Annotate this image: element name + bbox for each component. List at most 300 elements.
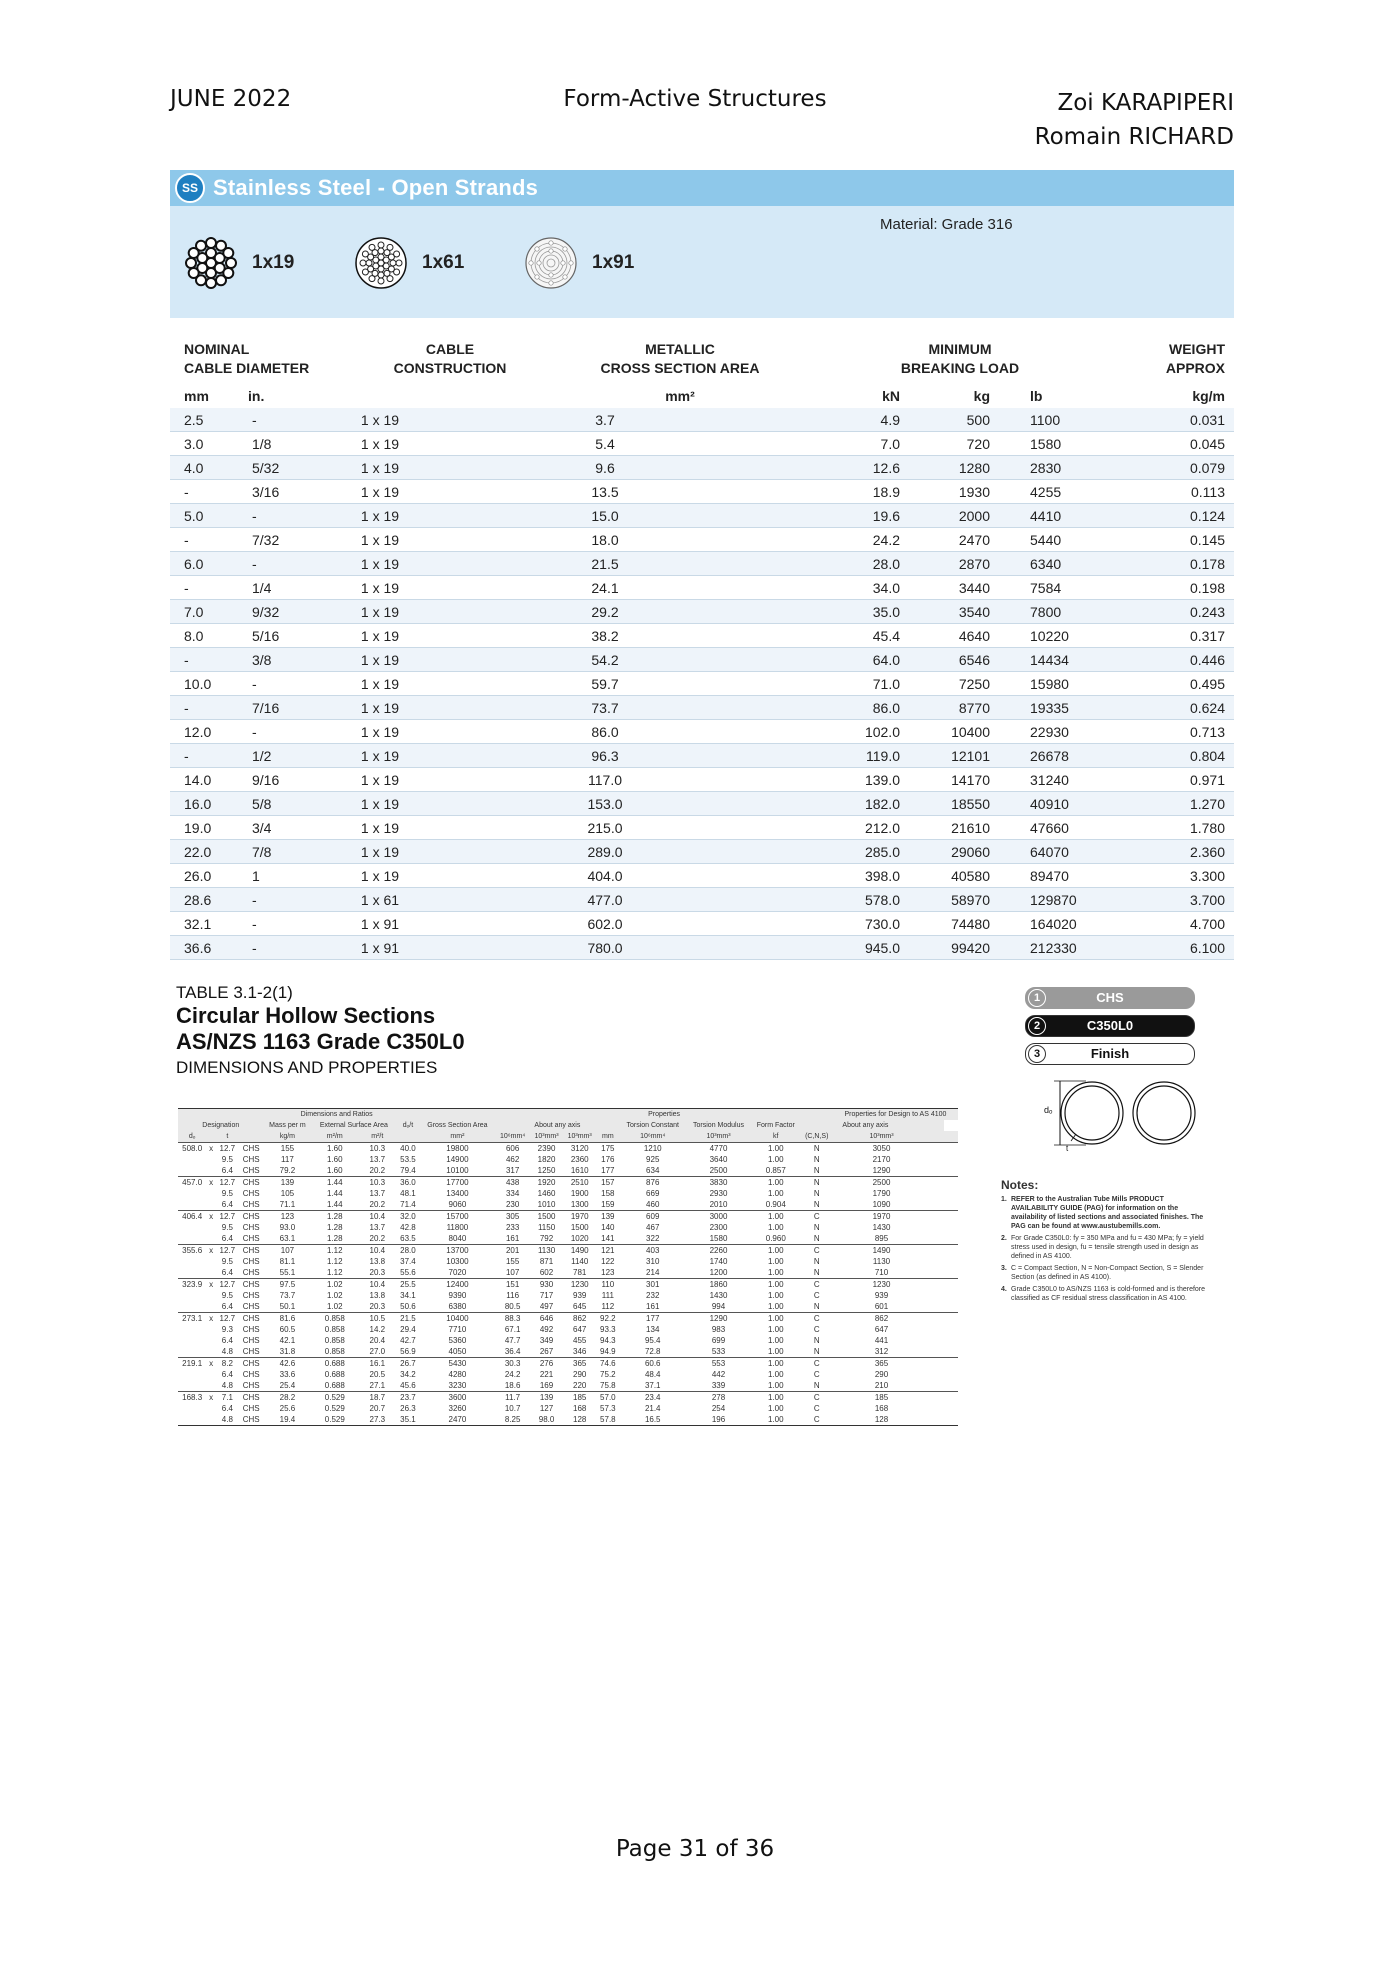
pill-grade-number: 2 — [1028, 1017, 1046, 1035]
ss-cell-mm: 5.0 — [170, 504, 230, 528]
chs-table-row — [178, 1222, 958, 1233]
chs-cell-z: 267 — [539, 1347, 554, 1356]
ss-cell-kg: 4640 — [910, 624, 1010, 648]
chs-unit-s2: m²/t — [358, 1131, 396, 1143]
chs-cell-m: 63.1 — [279, 1234, 296, 1243]
chs-cell-i: 334 — [505, 1189, 520, 1198]
chs-cell-ze: 290 — [874, 1370, 889, 1379]
ss-cell-area: 5.4 — [450, 432, 760, 456]
ss-cell-w: 0.198 — [1110, 576, 1234, 600]
chs-cell-m: 73.7 — [279, 1291, 296, 1300]
ss-cell-kn: 34.0 — [760, 576, 910, 600]
chs-cell-e2: 14.2 — [369, 1325, 386, 1334]
chs-cell-e1: 0.529 — [311, 1392, 358, 1404]
chs-cell-i: 10.7 — [504, 1404, 521, 1413]
chs-group-design: Properties for Design to AS 4100 — [833, 1109, 958, 1121]
chs-cell-spacer — [930, 1199, 944, 1211]
chs-cell-c: 1580 — [709, 1234, 728, 1243]
chs-cell-kf: 1.00 — [767, 1381, 784, 1390]
col-weight-l2: APPROX — [1165, 360, 1225, 376]
chs-cell-spacer — [930, 1233, 944, 1245]
strand-1x61-icon — [354, 236, 408, 290]
chs-cell-s: CHS — [239, 1245, 264, 1257]
chs-cell-x — [206, 1335, 215, 1346]
ss-cell-mm: 19.0 — [170, 816, 230, 840]
ss-cell-cons: 1 x 91 — [310, 936, 450, 960]
col-diameter-l1: NOMINAL — [184, 341, 250, 357]
chs-cell-spacer — [944, 1233, 958, 1245]
chs-cell-sm: 1300 — [570, 1200, 589, 1209]
chs-cell-spacer — [944, 1358, 958, 1370]
chs-cell-a: 9060 — [448, 1200, 467, 1209]
chs-cell-spacer — [930, 1392, 944, 1404]
chs-cell-i: 36.4 — [504, 1347, 521, 1356]
chs-cell-x — [206, 1414, 215, 1426]
chs-cell-a: 3230 — [448, 1381, 467, 1390]
chs-cell-x — [206, 1233, 215, 1245]
chs-cell-e1: 1.44 — [326, 1200, 343, 1209]
chs-cell-r: 34.2 — [400, 1370, 416, 1379]
ss-cell-in: 9/32 — [230, 600, 310, 624]
chs-cell-c: 2500 — [709, 1166, 728, 1175]
ss-cell-mm: 16.0 — [170, 792, 230, 816]
chs-cell-c: 2300 — [709, 1223, 728, 1232]
chs-cell-sm: 1490 — [563, 1245, 596, 1257]
ss-cell-area: 59.7 — [450, 672, 760, 696]
chs-head-surface: External Surface Area — [311, 1120, 396, 1131]
note-3 — [1001, 1264, 1211, 1282]
chs-cell-a: 13700 — [419, 1245, 495, 1257]
chs-cell-spacer — [930, 1290, 944, 1301]
note-1-text: REFER to the Australian Tube Mills PRODUCT AVAILABILITY GUIDE (PAG) for information on the availability of listed sections and associated finishes. The PAG can be found at www.austubemills.com. — [1011, 1196, 1204, 1230]
chs-cell-s: CHS — [242, 1370, 260, 1379]
ss-cell-kn: 45.4 — [760, 624, 910, 648]
chs-cell-t: 12.7 — [216, 1177, 239, 1189]
chs-cell-a: 4280 — [448, 1370, 467, 1379]
chs-cell-spacer — [944, 1279, 958, 1291]
chs-cell-d — [178, 1256, 206, 1267]
chs-cell-spacer — [944, 1177, 958, 1189]
ss-cell-cons: 1 x 19 — [310, 552, 450, 576]
ss-cell-lb: 6340 — [1010, 552, 1110, 576]
chs-cell-kf: 1.00 — [751, 1279, 801, 1291]
chs-table-row — [178, 1279, 958, 1291]
ss-badge-icon: SS — [175, 173, 205, 203]
chs-cell-z: 497 — [539, 1302, 554, 1311]
chs-cell-z: 930 — [530, 1279, 563, 1291]
header-authors — [1035, 86, 1234, 154]
chs-cell-i: 201 — [495, 1245, 530, 1257]
chs-cell-z: 1010 — [537, 1200, 556, 1209]
chs-unit-z: 10³mm³ — [530, 1131, 563, 1143]
ss-cell-kg: 1280 — [910, 456, 1010, 480]
chs-cell-spacer — [944, 1290, 958, 1301]
pill-grade — [1025, 1015, 1195, 1037]
chs-cell-m: 31.8 — [279, 1347, 296, 1356]
chs-cell-kf: 1.00 — [751, 1313, 801, 1325]
chs-table-number: TABLE 3.1-2(1) — [176, 983, 293, 1002]
chs-cell-e2: 27.1 — [369, 1381, 386, 1390]
chs-cell-z: 221 — [539, 1370, 554, 1379]
ss-table-row — [170, 744, 1234, 768]
ss-cell-in: 7/8 — [230, 840, 310, 864]
chs-cell-e2: 20.4 — [369, 1336, 386, 1345]
chs-cell-e2: 13.7 — [369, 1155, 386, 1164]
ss-cell-w: 0.971 — [1110, 768, 1234, 792]
chs-cell-kf: 1.00 — [751, 1245, 801, 1257]
ss-cell-kn: 578.0 — [760, 888, 910, 912]
chs-cell-a: 13400 — [446, 1189, 469, 1198]
chs-cell-x: x — [206, 1313, 215, 1325]
chs-cell-i: 8.25 — [495, 1414, 530, 1426]
chs-cell-z: 1130 — [530, 1245, 563, 1257]
chs-cell-kf: 0.904 — [765, 1200, 786, 1209]
chs-cell-kf: 1.00 — [751, 1358, 801, 1370]
chs-cell-s: CHS — [242, 1347, 260, 1356]
chs-cell-t: 6.4 — [221, 1166, 233, 1175]
ss-cell-lb: 1100 — [1010, 408, 1110, 432]
chs-table-row — [178, 1199, 958, 1211]
chs-cell-spacer — [944, 1256, 958, 1267]
chs-cell-rr: 110 — [596, 1279, 619, 1291]
chs-head-form-factor: Form Factor — [751, 1120, 801, 1131]
ss-cell-kg: 29060 — [910, 840, 1010, 864]
chs-cell-c: 3000 — [686, 1211, 751, 1223]
diagram-label-do: dₒ — [1044, 1105, 1053, 1115]
ss-cell-mm: 36.6 — [170, 936, 230, 960]
chs-cell-d — [178, 1222, 206, 1233]
chs-cell-c: 4770 — [686, 1143, 751, 1155]
chs-cell-rr: 139 — [596, 1211, 619, 1223]
chs-cell-c: 1860 — [686, 1279, 751, 1291]
ss-cell-kg: 58970 — [910, 888, 1010, 912]
ss-table-row — [170, 936, 1234, 960]
chs-unit-s: 10³mm³ — [563, 1131, 596, 1143]
chs-cell-z: 602 — [539, 1268, 554, 1277]
chs-cell-kf: 1.00 — [767, 1370, 784, 1379]
ss-cell-lb: 40910 — [1010, 792, 1110, 816]
chs-cell-e1: 1.12 — [326, 1268, 343, 1277]
ss-cell-mm: - — [170, 576, 230, 600]
ss-cell-in: - — [230, 672, 310, 696]
chs-cell-z: 139 — [530, 1392, 563, 1404]
strand-1x19-icon — [184, 236, 238, 290]
chs-unit-ze: 10³mm³ — [833, 1131, 930, 1143]
chs-cell-m: 19.4 — [264, 1414, 312, 1426]
ss-cell-mm: 28.6 — [170, 888, 230, 912]
chs-cell-sm: 781 — [573, 1268, 587, 1277]
chs-table-row — [178, 1245, 958, 1257]
chs-cell-sm: 220 — [573, 1381, 587, 1390]
chs-cell-kf: 1.00 — [767, 1291, 784, 1300]
chs-cell-e2: 10.4 — [358, 1279, 396, 1291]
chs-cell-e1: 1.60 — [326, 1155, 343, 1164]
ss-cell-cons: 1 x 19 — [310, 480, 450, 504]
ss-cell-w: 1.270 — [1110, 792, 1234, 816]
ss-cell-w: 2.360 — [1110, 840, 1234, 864]
chs-cell-c: 3830 — [686, 1177, 751, 1189]
chs-cell-rr: 177 — [601, 1166, 615, 1175]
material-grade: Material: Grade 316 — [880, 216, 1013, 233]
chs-cell-i: 438 — [495, 1177, 530, 1189]
chs-cell-cp: C — [813, 1325, 820, 1334]
ss-cell-in: 5/16 — [230, 624, 310, 648]
ss-cell-w: 3.700 — [1110, 888, 1234, 912]
chs-cell-rr: 93.3 — [600, 1325, 616, 1334]
chs-cell-kf: 1.00 — [767, 1155, 784, 1164]
chs-cell-e1: 0.858 — [324, 1347, 345, 1356]
chs-cell-d: 406.4 — [178, 1211, 206, 1223]
chs-cell-cp: N — [813, 1189, 820, 1198]
chs-table-row — [178, 1233, 958, 1245]
ss-cell-lb: 10220 — [1010, 624, 1110, 648]
chs-cell-e2: 10.3 — [358, 1177, 396, 1189]
ss-cell-cons: 1 x 19 — [310, 744, 450, 768]
ss-cell-lb: 1580 — [1010, 432, 1110, 456]
chs-head-area: Gross Section Area — [419, 1120, 495, 1131]
chs-cell-x — [206, 1290, 215, 1301]
chs-cell-rr: 121 — [596, 1245, 619, 1257]
chs-cell-x — [206, 1324, 215, 1335]
chs-cell-s: CHS — [242, 1189, 260, 1198]
ss-table-row — [170, 600, 1234, 624]
chs-cell-t: 9.3 — [221, 1325, 233, 1334]
ss-table-row — [170, 720, 1234, 744]
chs-cell-ze: 168 — [874, 1404, 889, 1413]
chs-cell-t: 9.5 — [221, 1155, 233, 1164]
chs-cell-kf: 1.00 — [767, 1223, 784, 1232]
note-4-text: Grade C350L0 to AS/NZS 1163 is cold-formed and is therefore classified as CF residual stress classification in AS 4100. — [1011, 1286, 1206, 1302]
chs-cell-ze: 210 — [874, 1381, 889, 1390]
pill-finish — [1025, 1043, 1195, 1065]
ss-cell-kn: 12.6 — [760, 456, 910, 480]
notes-title: Notes: — [1001, 1178, 1039, 1192]
note-3-text: C = Compact Section, N = Non-Compact Section, S = Slender Section (as defined in AS 4100). — [1011, 1265, 1204, 1281]
chs-cell-j: 16.5 — [619, 1414, 686, 1426]
chs-cell-ze: 895 — [874, 1234, 889, 1243]
chs-cell-kf: 1.00 — [751, 1177, 801, 1189]
ss-cell-w: 0.124 — [1110, 504, 1234, 528]
chs-cell-m: 105 — [280, 1189, 295, 1198]
chs-cell-r: 36.0 — [396, 1177, 419, 1189]
chs-cell-t: 6.4 — [221, 1302, 233, 1311]
chs-cell-t: 4.8 — [216, 1414, 239, 1426]
ss-cell-kn: 24.2 — [760, 528, 910, 552]
chs-cell-t: 7.1 — [216, 1392, 239, 1404]
ss-cell-kn: 945.0 — [760, 936, 910, 960]
chs-cell-z: 169 — [539, 1381, 554, 1390]
chs-cell-spacer — [930, 1358, 944, 1370]
ss-cell-area: 404.0 — [450, 864, 760, 888]
ss-cell-area: 15.0 — [450, 504, 760, 528]
ss-cell-kg: 18550 — [910, 792, 1010, 816]
col-load-header — [890, 340, 1030, 378]
strand-1x91-icon — [524, 236, 578, 290]
chs-cell-m: 81.1 — [279, 1257, 296, 1266]
ss-cell-lb: 47660 — [1010, 816, 1110, 840]
chs-table-row — [178, 1188, 958, 1199]
chs-cell-spacer — [944, 1324, 958, 1335]
chs-cell-r: 32.0 — [396, 1211, 419, 1223]
chs-section-diagram — [1040, 1075, 1200, 1160]
chs-cell-c: 339 — [711, 1381, 726, 1390]
chs-cell-rr: 175 — [596, 1143, 619, 1155]
chs-cell-spacer — [944, 1211, 958, 1223]
chs-cell-spacer — [930, 1267, 944, 1279]
chs-cell-d — [178, 1335, 206, 1346]
chs-cell-c: 1430 — [709, 1291, 728, 1300]
ss-cell-w: 0.243 — [1110, 600, 1234, 624]
chs-cell-i: 462 — [505, 1155, 520, 1164]
chs-cell-j: 403 — [619, 1245, 686, 1257]
ss-cell-mm: - — [170, 744, 230, 768]
chs-cell-e2: 13.8 — [369, 1291, 386, 1300]
ss-cell-in: - — [230, 552, 310, 576]
chs-cell-z: 792 — [539, 1234, 554, 1243]
chs-cell-j: 301 — [619, 1279, 686, 1291]
ss-cell-kg: 720 — [910, 432, 1010, 456]
chs-cell-d: 508.0 — [178, 1143, 206, 1155]
ss-cell-w: 0.178 — [1110, 552, 1234, 576]
chs-cell-r: 35.1 — [396, 1414, 419, 1426]
chs-cell-spacer — [944, 1188, 958, 1199]
ss-cell-in: - — [230, 504, 310, 528]
ss-cell-in: 1/4 — [230, 576, 310, 600]
chs-cell-sm: 1020 — [570, 1234, 589, 1243]
unit-kgm: kg/m — [1192, 388, 1225, 404]
chs-cell-c: 983 — [711, 1325, 726, 1334]
chs-cell-c: 3640 — [709, 1155, 728, 1164]
chs-cell-spacer — [944, 1369, 958, 1380]
chs-cell-s: CHS — [239, 1313, 264, 1325]
chs-cell-i: 151 — [495, 1279, 530, 1291]
chs-cell-ze: 710 — [874, 1268, 889, 1277]
ss-cell-lb: 31240 — [1010, 768, 1110, 792]
pill-finish-label: Finish — [1090, 1046, 1130, 1061]
chs-cell-spacer — [930, 1177, 944, 1189]
ss-cell-w: 0.045 — [1110, 432, 1234, 456]
chs-cell-spacer — [930, 1301, 944, 1313]
ss-cell-mm: 22.0 — [170, 840, 230, 864]
chs-cell-t: 6.4 — [221, 1234, 233, 1243]
chs-table-row — [178, 1403, 958, 1414]
chs-cell-s: CHS — [242, 1200, 260, 1209]
chs-cell-spacer — [944, 1143, 958, 1155]
chs-cell-sm: 346 — [573, 1347, 587, 1356]
chs-head-axis-design: About any axis — [801, 1120, 931, 1131]
ss-cell-lb: 164020 — [1010, 912, 1110, 936]
unit-kn: kN — [882, 388, 900, 404]
chs-cell-x: x — [206, 1358, 215, 1370]
ss-cell-in: - — [230, 888, 310, 912]
chs-cell-rr: 157 — [596, 1177, 619, 1189]
chs-cell-m: 71.1 — [279, 1200, 296, 1209]
ss-cell-mm: 14.0 — [170, 768, 230, 792]
chs-cell-rr: 123 — [601, 1268, 615, 1277]
ss-cell-kg: 99420 — [910, 936, 1010, 960]
chs-cell-e1: 1.44 — [326, 1189, 343, 1198]
ss-cell-kg: 7250 — [910, 672, 1010, 696]
chs-cell-t: 9.5 — [221, 1189, 233, 1198]
ss-table-row — [170, 648, 1234, 672]
ss-cell-area: 602.0 — [450, 912, 760, 936]
chs-unit-j: 10⁶mm⁴ — [619, 1131, 686, 1143]
ss-table-row — [170, 408, 1234, 432]
chs-cell-s: CHS — [239, 1279, 264, 1291]
chs-cell-z: 276 — [530, 1358, 563, 1370]
chs-cell-i: 606 — [495, 1143, 530, 1155]
chs-cell-spacer — [930, 1211, 944, 1223]
chs-cell-s: CHS — [242, 1166, 260, 1175]
chs-unit-c: 10³mm³ — [686, 1131, 751, 1143]
chs-unit-kf: kf — [751, 1131, 801, 1143]
ss-cell-in: 3/8 — [230, 648, 310, 672]
col-construction-header — [375, 340, 525, 378]
chs-cell-i: 230 — [505, 1200, 520, 1209]
chs-cell-j: 48.4 — [644, 1370, 661, 1379]
chs-unit-i: 10⁶mm⁴ — [495, 1131, 530, 1143]
chs-cell-kf: 0.960 — [765, 1234, 786, 1243]
ss-cell-w: 0.079 — [1110, 456, 1234, 480]
ss-cell-cons: 1 x 19 — [310, 840, 450, 864]
ss-cell-cons: 1 x 19 — [310, 408, 450, 432]
chs-cell-a: 6380 — [448, 1302, 467, 1311]
chs-cell-ze: 312 — [874, 1347, 889, 1356]
chs-title-line1: Circular Hollow Sections — [176, 1003, 436, 1028]
strand-types-band — [170, 206, 1234, 318]
chs-cell-d: 219.1 — [178, 1358, 206, 1370]
ss-cell-cons: 1 x 19 — [310, 576, 450, 600]
ss-cell-lb: 2830 — [1010, 456, 1110, 480]
strand-1x61-label: 1x61 — [422, 252, 465, 273]
chs-cell-rr: 141 — [601, 1234, 615, 1243]
ss-cell-cons: 1 x 19 — [310, 624, 450, 648]
ss-cell-cons: 1 x 19 — [310, 504, 450, 528]
chs-cell-e2: 27.0 — [369, 1347, 386, 1356]
chs-cell-t: 9.5 — [221, 1257, 233, 1266]
chs-cell-spacer — [944, 1199, 958, 1211]
chs-head-ratio: dₒ/t — [396, 1120, 419, 1131]
ss-cell-lb: 4410 — [1010, 504, 1110, 528]
chs-cell-ze: 185 — [833, 1392, 930, 1404]
ss-cell-mm: 2.5 — [170, 408, 230, 432]
chs-cell-spacer — [944, 1245, 958, 1257]
chs-cell-e2: 20.5 — [369, 1370, 386, 1379]
ss-cell-kn: 71.0 — [760, 672, 910, 696]
ss-cell-cons: 1 x 19 — [310, 768, 450, 792]
chs-cell-kf: 1.00 — [751, 1414, 801, 1426]
chs-cell-spacer — [930, 1414, 944, 1426]
ss-cell-in: - — [230, 936, 310, 960]
chs-cell-e2: 27.3 — [358, 1414, 396, 1426]
chs-cell-j: 21.4 — [644, 1404, 661, 1413]
ss-table-row — [170, 432, 1234, 456]
ss-cell-kg: 6546 — [910, 648, 1010, 672]
chs-cell-d — [178, 1346, 206, 1358]
chs-cell-rr: 94.3 — [600, 1336, 616, 1345]
chs-unit-mass: kg/m — [264, 1131, 312, 1143]
chs-cell-e2: 20.3 — [369, 1302, 386, 1311]
chs-cell-e2: 13.8 — [369, 1257, 386, 1266]
chs-table-row — [178, 1392, 958, 1404]
chs-cell-c: 1740 — [709, 1257, 728, 1266]
chs-cell-spacer — [930, 1324, 944, 1335]
chs-cell-e2: 18.7 — [358, 1392, 396, 1404]
chs-cell-z: 646 — [530, 1313, 563, 1325]
strand-1x61 — [354, 236, 464, 290]
chs-table-row — [178, 1358, 958, 1370]
ss-cell-area: 54.2 — [450, 648, 760, 672]
